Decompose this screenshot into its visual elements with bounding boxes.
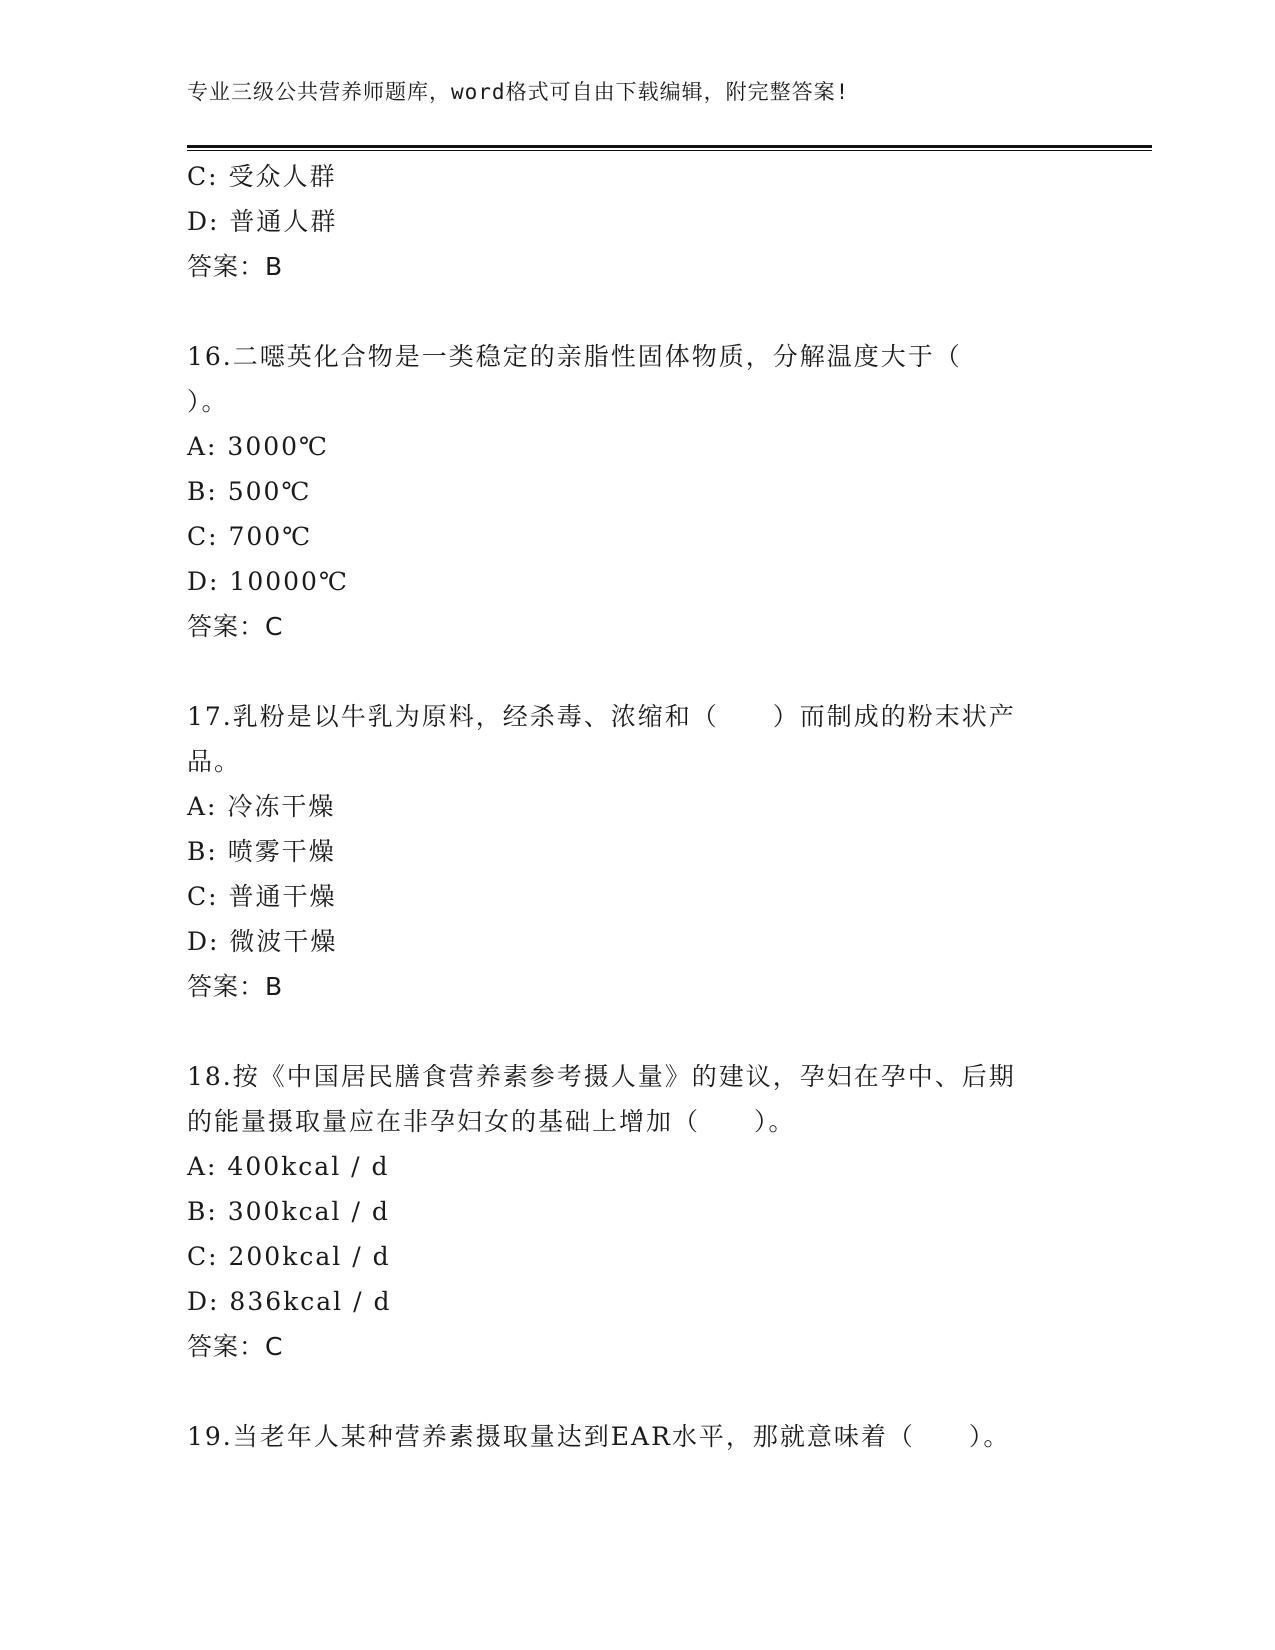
question-17-answer: 答案：B — [187, 972, 284, 1001]
question-16-option-c: C: 700℃ — [187, 522, 313, 551]
question-16-option-b: B: 500℃ — [187, 477, 312, 506]
question-18-option-b: B: 300kcal / d — [187, 1197, 390, 1226]
question-19-stem-line1: 19.当老年人某种营养素摄取量达到EAR水平，那就意味着（ ）。 — [187, 1422, 1011, 1451]
question-17-option-d: D: 微波干燥 — [187, 927, 338, 956]
question-18-option-a: A: 400kcal / d — [187, 1152, 390, 1181]
question-16-stem-line2: ）。 — [187, 387, 229, 416]
question-16-stem-line1: 16.二噁英化合物是一类稳定的亲脂性固体物质，分解温度大于（ — [187, 342, 962, 371]
question-17-stem-line1: 17.乳粉是以牛乳为原料，经杀毒、浓缩和（ ）而制成的粉末状产 — [187, 702, 1016, 731]
question-16-option-d: D: 10000℃ — [187, 567, 349, 596]
question-17-option-c: C: 普通干燥 — [187, 882, 337, 911]
header-rule-thin — [187, 150, 1152, 151]
question-18-stem-line1: 18.按《中国居民膳食营养素参考摄人量》的建议，孕妇在孕中、后期 — [187, 1062, 1016, 1091]
question-17-stem-line2: 品。 — [187, 747, 242, 776]
prev-answer: 答案：B — [187, 252, 284, 281]
page-header: 专业三级公共营养师题库，word格式可自由下载编辑，附完整答案! — [187, 80, 850, 104]
header-rule-thick — [187, 145, 1152, 148]
question-17-option-b: B: 喷雾干燥 — [187, 837, 336, 866]
prev-option-c: C: 受众人群 — [187, 162, 337, 191]
question-16-option-a: A: 3000℃ — [187, 432, 330, 461]
question-16-answer: 答案：C — [187, 612, 284, 641]
prev-option-d: D: 普通人群 — [187, 207, 338, 236]
question-17-option-a: A: 冷冻干燥 — [187, 792, 336, 821]
question-18-answer: 答案：C — [187, 1332, 284, 1361]
question-18-option-c: C: 200kcal / d — [187, 1242, 391, 1271]
question-18-option-d: D: 836kcal / d — [187, 1287, 392, 1316]
question-18-stem-line2: 的能量摄取量应在非孕妇女的基础上增加（ ）。 — [187, 1107, 796, 1136]
